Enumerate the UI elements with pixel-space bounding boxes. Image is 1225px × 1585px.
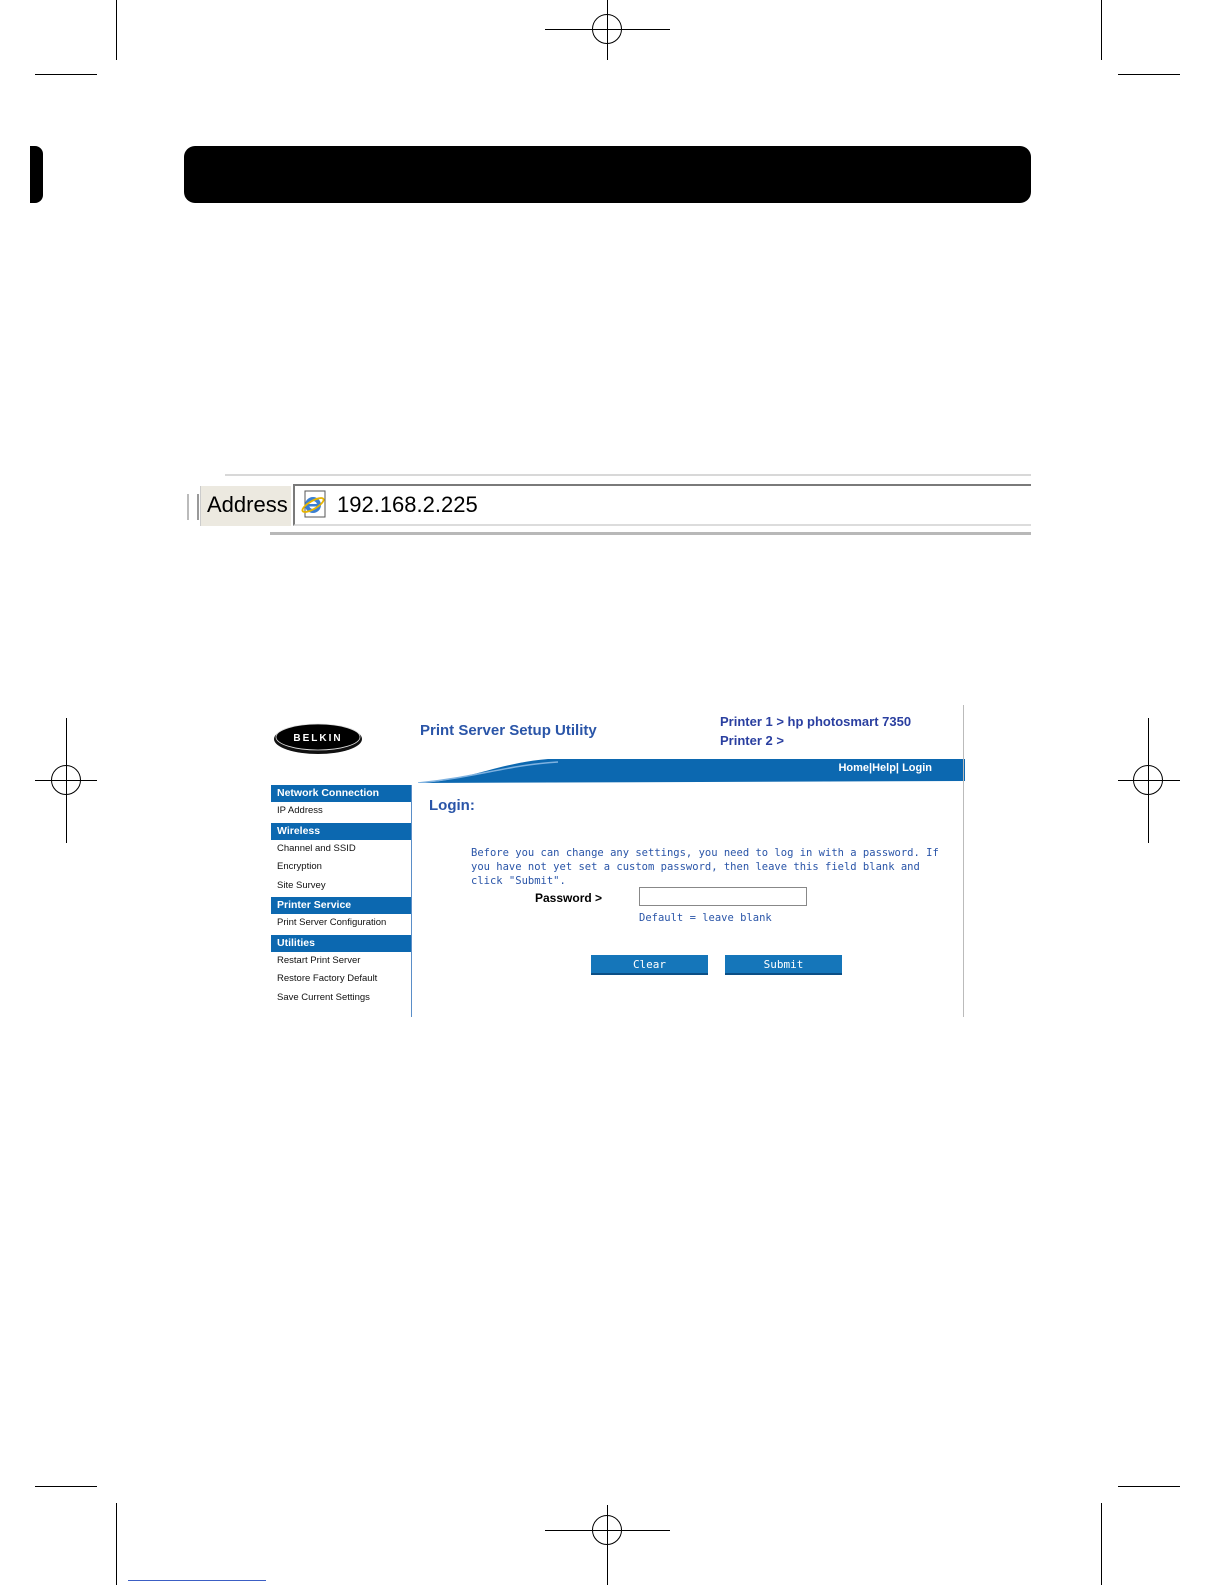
crop-mark [1101,1503,1102,1585]
nav-help-link[interactable]: Help [872,762,896,774]
sidebar-item-save-settings[interactable]: Save Current Settings [277,991,370,1003]
sidebar-section-utilities: Utilities [271,935,411,952]
side-tab [30,146,43,203]
sidebar-item-encryption[interactable]: Encryption [277,861,322,872]
crop-mark [35,74,97,75]
sidebar-item-ip-address[interactable]: IP Address [277,805,323,816]
registration-mark [1133,765,1163,795]
frame-border [963,705,964,1017]
login-instructions: Before you can change any settings, you need to log in with a password. If you have not yet set a custom password, then leave this field blank and click "Submit". [471,847,939,887]
sidebar-item-restore-default[interactable]: Restore Factory Default [277,973,378,984]
printer-2-link[interactable]: Printer 2 > [720,733,784,748]
sidebar-item-restart[interactable]: Restart Print Server [277,954,361,966]
crop-mark [116,0,117,60]
crop-mark [1118,74,1180,75]
sidebar [271,785,412,1017]
registration-mark [51,765,81,795]
sidebar-item-print-server-config[interactable]: Print Server Configuration [277,917,387,928]
nav-login-link[interactable]: Login [902,762,932,774]
url-input[interactable] [293,484,1031,526]
crop-mark [35,1486,97,1487]
toolbar-rule [270,532,1031,535]
password-label: Password > [535,891,603,905]
crop-mark [116,1503,117,1585]
nav-separator: | [895,762,899,774]
submit-button[interactable]: Submit [725,955,842,975]
sidebar-section-printer-service: Printer Service [271,897,411,914]
top-nav [838,762,932,774]
address-label: Address [207,492,288,517]
header-bar [184,146,1031,203]
clear-button[interactable]: Clear [591,955,708,975]
sidebar-section-wireless: Wireless [271,823,411,840]
url-text[interactable]: 192.168.2.225 [337,492,478,517]
crop-mark [1118,1486,1180,1487]
logo-text: BELKIN [293,733,343,744]
app-title: Print Server Setup Utility [420,722,597,739]
login-title: Login: [429,797,475,814]
belkin-logo [273,721,363,755]
printer-1-link[interactable]: Printer 1 > hp photosmart 7350 [720,714,912,729]
sidebar-item-channel-ssid[interactable]: Channel and SSID [277,842,356,854]
password-default-note: Default = leave blank [639,912,772,924]
registration-mark [592,14,622,44]
sidebar-item-site-survey[interactable]: Site Survey [277,879,326,891]
toolbar-rule [225,474,1031,476]
nav-home-link[interactable]: Home [838,762,869,774]
browser-address-bar [185,472,1031,540]
sidebar-section-network: Network Connection [271,785,411,802]
password-input[interactable] [639,887,807,906]
registration-mark [592,1515,622,1545]
crop-mark [1101,0,1102,60]
ie-page-icon [300,490,328,518]
footer-rule [128,1580,266,1581]
print-server-ui [268,705,968,1017]
nav-separator: | [869,762,873,774]
toolbar-grip[interactable] [187,494,199,520]
